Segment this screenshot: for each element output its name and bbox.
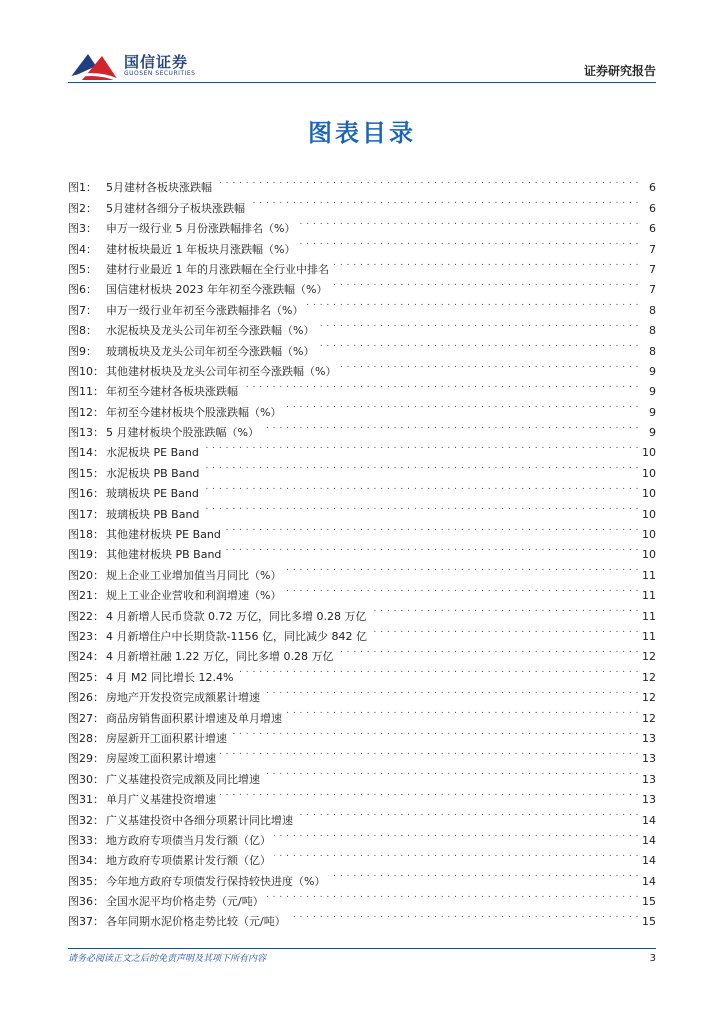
toc-entry-label: 图30： bbox=[68, 772, 104, 786]
toc-entry-label: 图23： bbox=[68, 629, 104, 643]
toc-entry-title: 年初至今建材板块个股涨跌幅（%） bbox=[106, 405, 282, 419]
toc-leader-dots bbox=[284, 558, 639, 578]
toc-leader-dots bbox=[306, 293, 639, 313]
toc-entry-label: 图13： bbox=[68, 426, 104, 440]
toc-entry-page: 13 bbox=[642, 772, 656, 786]
toc-entry-page: 14 bbox=[642, 833, 656, 847]
toc-entry-page: 6 bbox=[649, 201, 656, 215]
toc-entry-title: 其他建材板块 PE Band bbox=[106, 528, 221, 542]
toc-entry-page: 10 bbox=[642, 528, 656, 542]
toc-entry-label: 图31： bbox=[68, 793, 104, 807]
toc-entry-page: 15 bbox=[642, 915, 656, 929]
toc-entry-label: 图6： bbox=[68, 283, 97, 297]
logo-chinese-name: 国信证券 bbox=[124, 53, 189, 71]
toc-leader-dots bbox=[298, 232, 639, 252]
toc-entry-title: 申万一级行业年初至今涨跌幅排名（%） bbox=[106, 303, 304, 317]
toc-entry-title: 玻璃板块及龙头公司年初至今涨跌幅（%） bbox=[106, 344, 315, 358]
toc-entry-title: 规上企业工业增加值当月同比（%） bbox=[106, 568, 282, 582]
toc-leader-dots bbox=[284, 395, 639, 415]
toc-entry-page: 11 bbox=[642, 609, 656, 623]
toc-leader-dots bbox=[296, 803, 639, 823]
toc-entry-label: 图1： bbox=[68, 181, 97, 195]
toc-leader-dots bbox=[274, 844, 639, 864]
toc-entry-page: 9 bbox=[649, 405, 656, 419]
toc-leader-dots bbox=[262, 416, 639, 436]
page-number: 3 bbox=[649, 953, 656, 964]
toc-leader-dots bbox=[241, 375, 639, 395]
toc-entry[interactable] bbox=[68, 171, 656, 195]
toc-entry-title: 5月建材各细分子板块涨跌幅 bbox=[106, 201, 245, 215]
toc-entry-label: 图10： bbox=[68, 364, 104, 378]
toc-leader-dots bbox=[285, 701, 639, 721]
toc-entry-label: 图5： bbox=[68, 262, 97, 276]
toc-entry-page: 10 bbox=[642, 466, 656, 480]
toc-entry-page: 14 bbox=[642, 854, 656, 868]
toc-entry-page: 13 bbox=[642, 752, 656, 766]
guosen-logo-mark-icon bbox=[68, 48, 120, 84]
toc-entry-page: 10 bbox=[642, 507, 656, 521]
toc-entry-title: 4 月新增住户中长期贷款-1156 亿，同比减少 842 亿 bbox=[106, 629, 367, 643]
toc-leader-dots bbox=[219, 783, 639, 803]
toc-entry-title: 房地产开发投资完成额累计增速 bbox=[106, 691, 260, 705]
toc-entry-label: 图11： bbox=[68, 385, 104, 399]
toc-entry-page: 7 bbox=[649, 283, 656, 297]
toc-entry-label: 图21： bbox=[68, 589, 104, 603]
toc-entry-label: 图27： bbox=[68, 711, 104, 725]
toc-entry-title: 建材行业最近 1 年的月涨跌幅在全行业中排名 bbox=[106, 262, 329, 276]
report-type-label: 证券研究报告 bbox=[583, 64, 656, 78]
toc-entry-label: 图34： bbox=[68, 854, 104, 868]
toc-entry-title: 年初至今建材各板块涨跌幅 bbox=[106, 385, 238, 399]
toc-entry-title: 4 月 M2 同比增长 12.4% bbox=[106, 670, 234, 684]
toc-leader-dots bbox=[263, 762, 639, 782]
toc-entry-title: 房屋竣工面积累计增速 bbox=[106, 752, 216, 766]
toc-entry-page: 12 bbox=[642, 670, 656, 684]
page-title: 图表目录 bbox=[308, 119, 416, 147]
toc-leader-dots bbox=[202, 436, 639, 456]
toc-entry-label: 图22： bbox=[68, 609, 104, 623]
toc-entry-title: 水泥板块及龙头公司年初至今涨跌幅（%） bbox=[106, 324, 315, 338]
toc-entry-title: 各年同期水泥价格走势比较（元/吨） bbox=[106, 915, 286, 929]
toc-entry-label: 图9： bbox=[68, 344, 97, 358]
toc-entry-page: 12 bbox=[642, 711, 656, 725]
toc-leader-dots bbox=[317, 334, 639, 354]
toc-entry-page: 10 bbox=[642, 548, 656, 562]
toc-entry-page: 10 bbox=[642, 487, 656, 501]
toc-entry-title: 商品房销售面积累计增速及单月增速 bbox=[106, 711, 282, 725]
toc-entry-label: 图28： bbox=[68, 731, 104, 745]
toc-entry-page: 9 bbox=[649, 364, 656, 378]
toc-entry-label: 图2： bbox=[68, 201, 97, 215]
toc-entry-label: 图29： bbox=[68, 752, 104, 766]
toc-entry-title: 5 月建材板块个股涨跌幅（%） bbox=[106, 426, 259, 440]
toc-entry-page: 9 bbox=[649, 385, 656, 399]
toc-entry-title: 全国水泥平均价格走势（元/吨） bbox=[106, 895, 264, 909]
toc-entry-label: 图26： bbox=[68, 691, 104, 705]
toc-leader-dots bbox=[224, 538, 639, 558]
toc-entry-title: 玻璃板块 PE Band bbox=[106, 487, 199, 501]
header-divider bbox=[68, 82, 656, 83]
toc-entry-label: 图20： bbox=[68, 568, 104, 582]
toc-entry-page: 6 bbox=[649, 222, 656, 236]
toc-entry-label: 图3： bbox=[68, 222, 97, 236]
toc-entry-title: 广义基建投资完成额及同比增速 bbox=[106, 772, 260, 786]
toc-entry-title: 其他建材板块 PB Band bbox=[106, 548, 222, 562]
toc-entry-page: 11 bbox=[642, 568, 656, 582]
toc-leader-dots bbox=[263, 681, 639, 701]
toc-entry-page: 11 bbox=[642, 589, 656, 603]
toc-entry-label: 图25： bbox=[68, 670, 104, 684]
toc-leader-dots bbox=[236, 660, 639, 680]
toc-entry-label: 图33： bbox=[68, 833, 104, 847]
toc-leader-dots bbox=[274, 824, 639, 844]
toc-leader-dots bbox=[298, 212, 639, 232]
toc-entry-page: 7 bbox=[649, 242, 656, 256]
toc-entry-label: 图12： bbox=[68, 405, 104, 419]
toc-leader-dots bbox=[317, 314, 639, 334]
toc-entry-label: 图24： bbox=[68, 650, 104, 664]
toc-entry-title: 申万一级行业 5 月份涨跌幅排名（%） bbox=[106, 222, 296, 236]
toc-entry-title: 水泥板块 PE Band bbox=[106, 446, 199, 460]
toc-entry-label: 图35： bbox=[68, 874, 104, 888]
toc-entry-title: 5月建材各板块涨跌幅 bbox=[106, 181, 212, 195]
toc-entry-label: 图15： bbox=[68, 466, 104, 480]
footer-divider bbox=[68, 948, 656, 949]
toc-entry-title: 其他建材板块及龙头公司年初至今涨跌幅（%） bbox=[106, 364, 337, 378]
toc-entry-page: 14 bbox=[642, 813, 656, 827]
toc-leader-dots bbox=[284, 579, 639, 599]
guosen-logo bbox=[68, 48, 218, 84]
toc-leader-dots bbox=[328, 864, 639, 884]
toc-entry-label: 图32： bbox=[68, 813, 104, 827]
toc-entry-title: 玻璃板块 PB Band bbox=[106, 507, 200, 521]
table-of-figures bbox=[68, 171, 656, 929]
toc-entry-label: 图37： bbox=[68, 915, 104, 929]
toc-leader-dots bbox=[248, 191, 639, 211]
toc-entry-title: 单月广义基建投资增速 bbox=[106, 793, 216, 807]
toc-entry-page: 12 bbox=[642, 650, 656, 664]
toc-entry-page: 9 bbox=[649, 426, 656, 440]
toc-entry-label: 图14： bbox=[68, 446, 104, 460]
toc-entry-page: 14 bbox=[642, 874, 656, 888]
toc-leader-dots bbox=[289, 905, 639, 925]
toc-leader-dots bbox=[215, 171, 639, 191]
toc-entry-title: 建材板块最近 1 年板块月涨跌幅（%） bbox=[106, 242, 296, 256]
page-header bbox=[0, 0, 724, 90]
toc-entry-page: 13 bbox=[642, 793, 656, 807]
toc-entry-page: 6 bbox=[649, 181, 656, 195]
toc-entry-page: 8 bbox=[649, 324, 656, 338]
toc-entry-label: 图7： bbox=[68, 303, 97, 317]
toc-leader-dots bbox=[267, 885, 639, 905]
footer-disclaimer: 请务必阅读正文之后的免责声明及其项下所有内容 bbox=[68, 954, 267, 964]
toc-leader-dots bbox=[336, 640, 639, 660]
toc-leader-dots bbox=[332, 253, 639, 273]
toc-leader-dots bbox=[224, 518, 639, 538]
toc-leader-dots bbox=[202, 497, 639, 517]
toc-entry-title: 4 月新增社融 1.22 万亿，同比多增 0.28 万亿 bbox=[106, 650, 334, 664]
toc-entry-page: 13 bbox=[642, 731, 656, 745]
toc-leader-dots bbox=[339, 355, 639, 375]
toc-entry-label: 图19： bbox=[68, 548, 104, 562]
toc-entry-title: 房屋新开工面积累计增速 bbox=[106, 731, 227, 745]
toc-leader-dots bbox=[330, 273, 639, 293]
toc-entry-label: 图4： bbox=[68, 242, 97, 256]
toc-entry-page: 7 bbox=[649, 262, 656, 276]
toc-entry-title: 广义基建投资中各细分项累计同比增速 bbox=[106, 813, 293, 827]
toc-leader-dots bbox=[370, 620, 639, 640]
toc-leader-dots bbox=[369, 599, 639, 619]
toc-entry-label: 图17： bbox=[68, 507, 104, 521]
toc-leader-dots bbox=[202, 456, 639, 476]
logo-english-name: GUOSEN SECURITIES bbox=[124, 70, 196, 77]
toc-entry-page: 8 bbox=[649, 344, 656, 358]
toc-leader-dots bbox=[230, 722, 639, 742]
toc-entry-label: 图36： bbox=[68, 895, 104, 909]
toc-entry-page: 8 bbox=[649, 303, 656, 317]
toc-entry-page: 11 bbox=[642, 629, 656, 643]
toc-entry-label: 图16： bbox=[68, 487, 104, 501]
toc-entry-title: 国信建材板块 2023 年年初至今涨跌幅（%） bbox=[106, 283, 328, 297]
toc-entry-label: 图8： bbox=[68, 324, 97, 338]
toc-entry-title: 地方政府专项债当月发行额（亿） bbox=[106, 833, 271, 847]
toc-leader-dots bbox=[219, 742, 639, 762]
toc-entry-page: 15 bbox=[642, 895, 656, 909]
toc-entry-title: 4 月新增人民币贷款 0.72 万亿，同比多增 0.28 万亿 bbox=[106, 609, 367, 623]
toc-entry-title: 水泥板块 PB Band bbox=[106, 466, 200, 480]
toc-entry-title: 地方政府专项债累计发行额（亿） bbox=[106, 854, 271, 868]
toc-entry-page: 10 bbox=[642, 446, 656, 460]
toc-leader-dots bbox=[202, 477, 639, 497]
toc-entry-title: 今年地方政府专项债发行保持较快进度（%） bbox=[106, 874, 326, 888]
toc-entry-label: 图18： bbox=[68, 528, 104, 542]
toc-entry-page: 12 bbox=[642, 691, 656, 705]
toc-entry-title: 规上工业企业营收和利润增速（%） bbox=[106, 589, 282, 603]
